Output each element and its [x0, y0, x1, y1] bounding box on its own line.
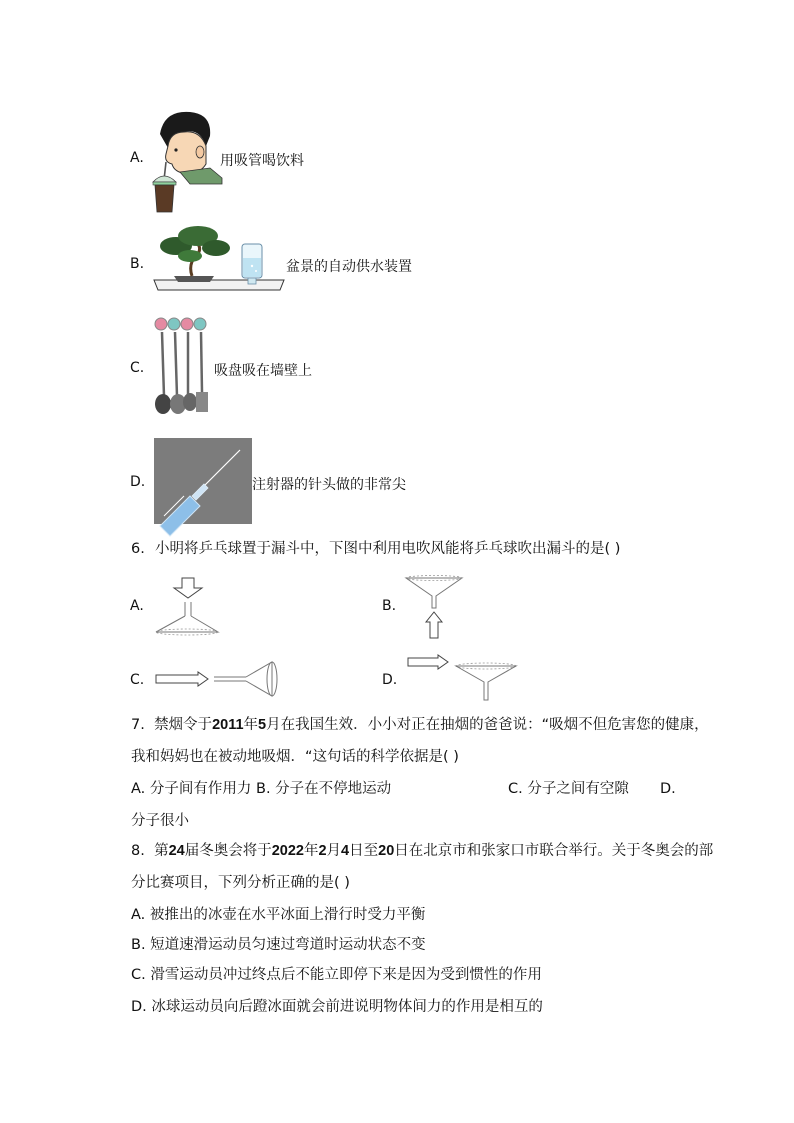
q6-option-c-letter: C. [130, 672, 145, 688]
funnel-blow-over-icon [406, 654, 518, 702]
q7-year: 2011 [212, 717, 244, 733]
q7-option-d-text: 分子很小 [131, 813, 189, 829]
q8-option-b: B. 短道速滑运动员匀速过弯道时运动状态不变 [131, 937, 426, 953]
q8-month: 2 [318, 843, 327, 859]
option-c-text: 吸盘吸在墙壁上 [214, 363, 312, 379]
q8-option-a: A. 被推出的冰壶在水平冰面上滑行时受力平衡 [131, 907, 426, 923]
question-8-line-2: 分比赛项目，下列分析正确的是( ) [131, 875, 350, 891]
q8-year: 2022 [271, 843, 304, 859]
q8-day-end: 20 [378, 843, 395, 859]
q8-text: 月 [326, 843, 342, 859]
q7-option-c: C. 分子之间有空隙 [508, 781, 629, 797]
q7-option-a: A. 分子间有作用力 [131, 781, 252, 797]
question-7-number: 7. [131, 717, 145, 733]
q8-text: 届冬奥会将于 [184, 843, 272, 859]
option-c-letter: C. [130, 360, 145, 376]
question-6-text: 小明将乒乓球置于漏斗中，下图中利用电吹风能将乒乓球吹出漏斗的是( ) [155, 541, 621, 557]
q8-text: 第 [154, 843, 169, 859]
option-b-letter: B. [130, 256, 145, 272]
option-d-letter: D. [130, 474, 146, 490]
option-d-text: 注射器的针头做的非常尖 [252, 477, 406, 493]
funnel-blow-side-icon [154, 660, 282, 698]
question-6-number: 6. [131, 541, 145, 557]
option-a-letter: A. [130, 150, 144, 166]
q8-day-start: 4 [341, 843, 350, 859]
funnel-blow-up-icon [404, 576, 464, 640]
question-8-line-1 [131, 840, 713, 862]
option-a-text: 用吸管喝饮料 [220, 153, 304, 169]
q8-text: 年 [303, 843, 319, 859]
q6-option-a-letter: A. [130, 598, 144, 614]
syringe-needle-icon [154, 438, 252, 524]
q7-text: 年 [243, 717, 259, 733]
q7-text: 月在我国生效．小小对正在抽烟的爸爸说：“吸烟不但危害您的健康， [266, 717, 709, 733]
question-7-line-2: 我和妈妈也在被动地吸烟．“这句话的科学依据是( ) [131, 749, 459, 765]
q7-option-b: B. 分子在不停地运动 [256, 781, 392, 797]
suction-cup-hooks-icon [152, 316, 214, 418]
q7-option-d-letter: D. [660, 781, 676, 797]
boy-drinking-straw-icon [150, 106, 226, 214]
q8-text: 日在北京市和张家口市联合举行。关于冬奥会的部 [394, 843, 714, 859]
q8-text: 日至 [349, 843, 379, 859]
q8-option-d: D. 冰球运动员向后蹬冰面就会前进说明物体间力的作用是相互的 [131, 999, 543, 1015]
question-7-line-1 [131, 714, 709, 736]
q7-text: 禁烟令于 [154, 717, 213, 733]
question-8-number: 8. [131, 843, 145, 859]
q6-option-b-letter: B. [382, 598, 397, 614]
q7-month: 5 [258, 717, 267, 733]
q6-option-d-letter: D. [382, 672, 398, 688]
q8-option-c: C. 滑雪运动员冲过终点后不能立即停下来是因为受到惯性的作用 [131, 967, 542, 983]
bonsai-water-supply-icon [152, 224, 286, 296]
funnel-blow-down-icon [154, 576, 220, 638]
option-b-text: 盆景的自动供水装置 [286, 259, 412, 275]
q8-number-24: 24 [168, 843, 185, 859]
